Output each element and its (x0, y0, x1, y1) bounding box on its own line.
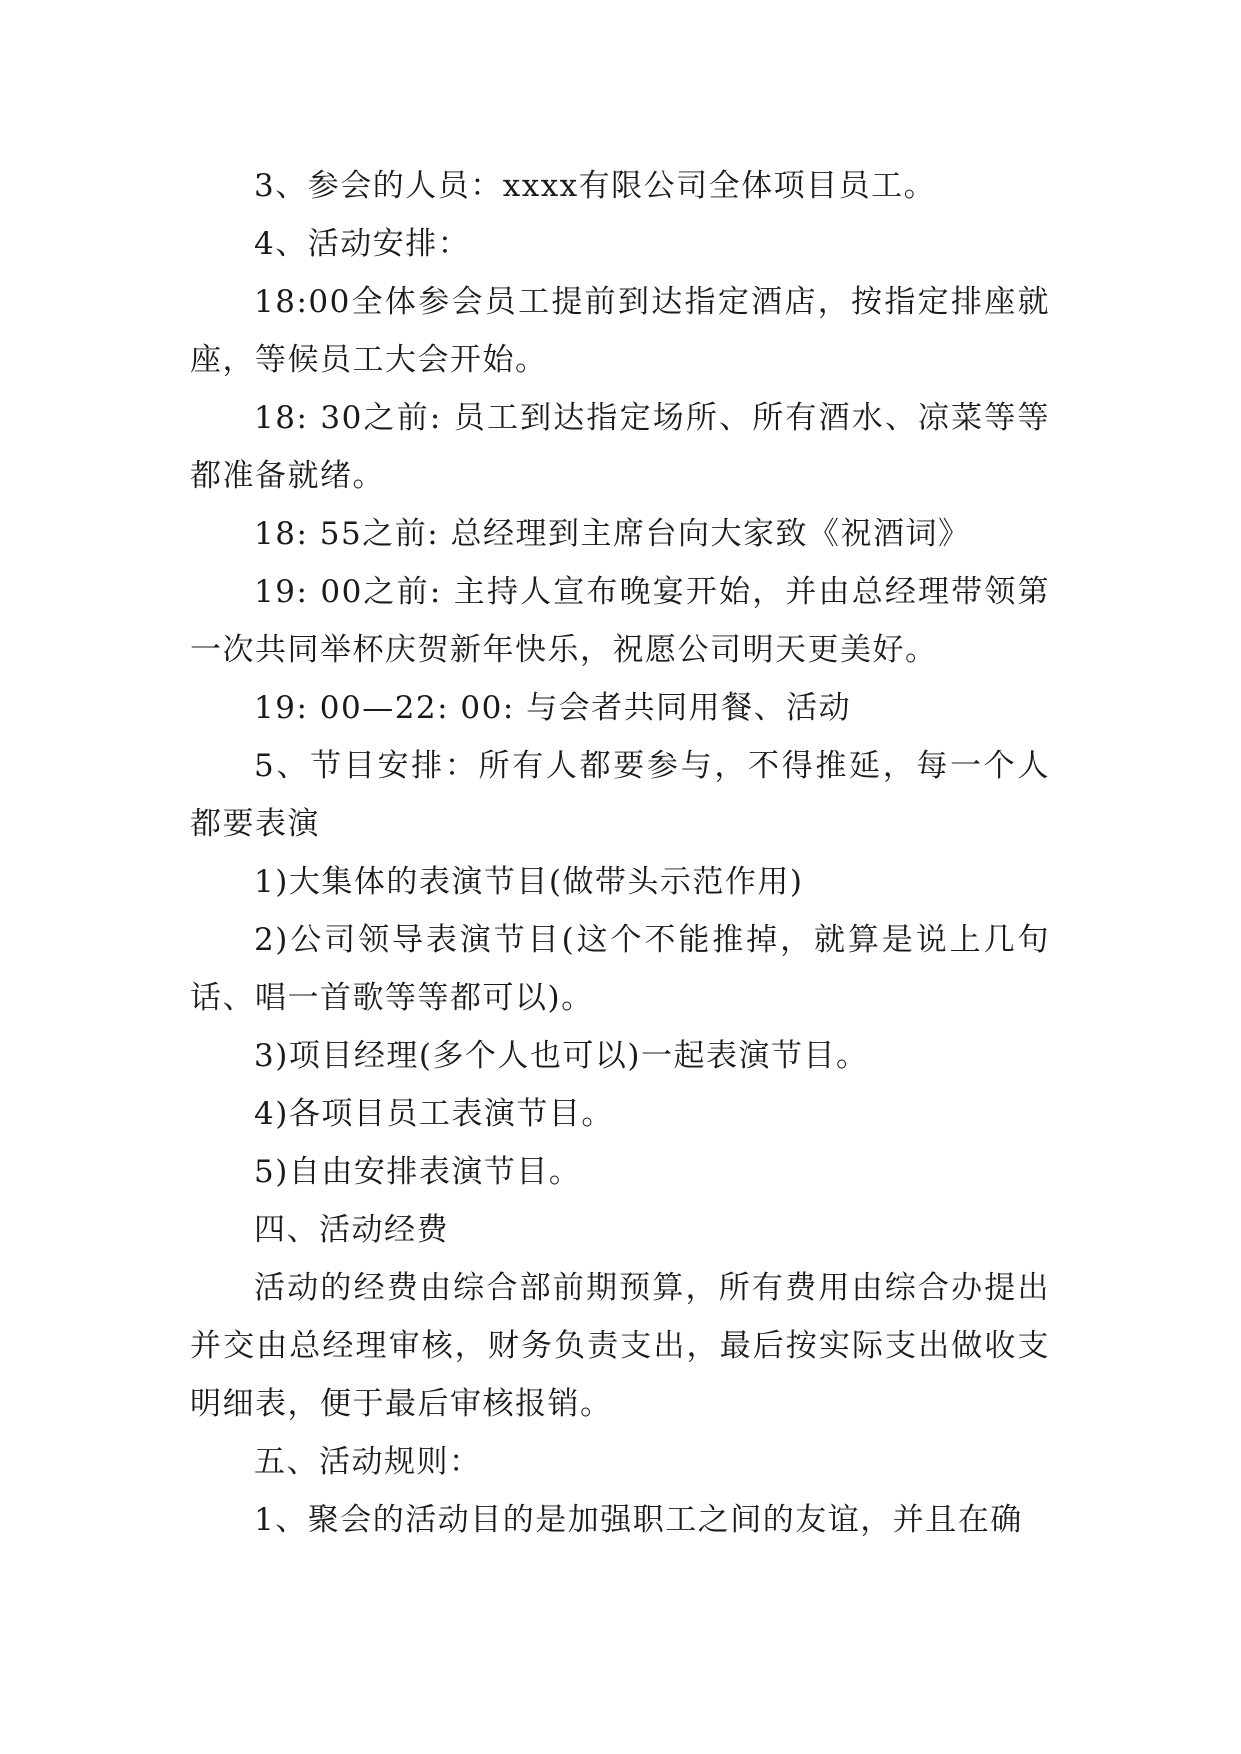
document-body (190, 157, 1050, 1549)
paragraph-funding: 活动的经费由综合部前期预算，所有费用由综合办提出并交由总经理审核，财务负责支出，最后按实际支出做收支明细表，便于最后审核报销。 (190, 1270, 1050, 1422)
paragraph-program-arrangement: 5、节目安排：所有人都要参与，不得推延，每一个人都要表演 (190, 748, 1050, 842)
paragraph-program-item-2: 2)公司领导表演节目(这个不能推掉，就算是说上几句话、唱一首歌等等都可以)。 (190, 922, 1050, 1016)
paragraph-activity-arrangement-heading: 4、活动安排： (254, 226, 471, 262)
paragraph-program-item-3: 3)项目经理(多个人也可以)一起表演节目。 (254, 1038, 869, 1074)
paragraph-schedule-1855: 18: 55之前: 总经理到主席台向大家致《祝酒词》 (254, 516, 971, 552)
paragraph-schedule-1830: 18: 30之前: 员工到达指定场所、所有酒水、凉菜等等都准备就绪。 (190, 400, 1050, 494)
paragraph-rule-1: 1、聚会的活动目的是加强职工之间的友谊，并且在确 (254, 1502, 1023, 1538)
section-heading-rules: 五、活动规则： (254, 1444, 482, 1480)
paragraph-program-item-1: 1)大集体的表演节目(做带头示范作用) (254, 864, 804, 900)
paragraph-schedule-1900-2200: 19: 00—22: 00: 与会者共同用餐、活动 (254, 690, 852, 726)
paragraph-attendees: 3、参会的人员：xxxx有限公司全体项目员工。 (254, 168, 937, 204)
paragraph-program-item-4: 4)各项目员工表演节目。 (254, 1096, 614, 1132)
paragraph-schedule-1800: 18:00全体参会员工提前到达指定酒店，按指定排座就座，等候员工大会开始。 (190, 284, 1050, 378)
paragraph-program-item-5: 5)自由安排表演节目。 (254, 1154, 582, 1190)
paragraph-schedule-1900: 19: 00之前: 主持人宣布晚宴开始，并由总经理带领第一次共同举杯庆贺新年快乐，祝愿公司明天更美好。 (190, 574, 1050, 668)
section-heading-funding: 四、活动经费 (254, 1212, 449, 1248)
